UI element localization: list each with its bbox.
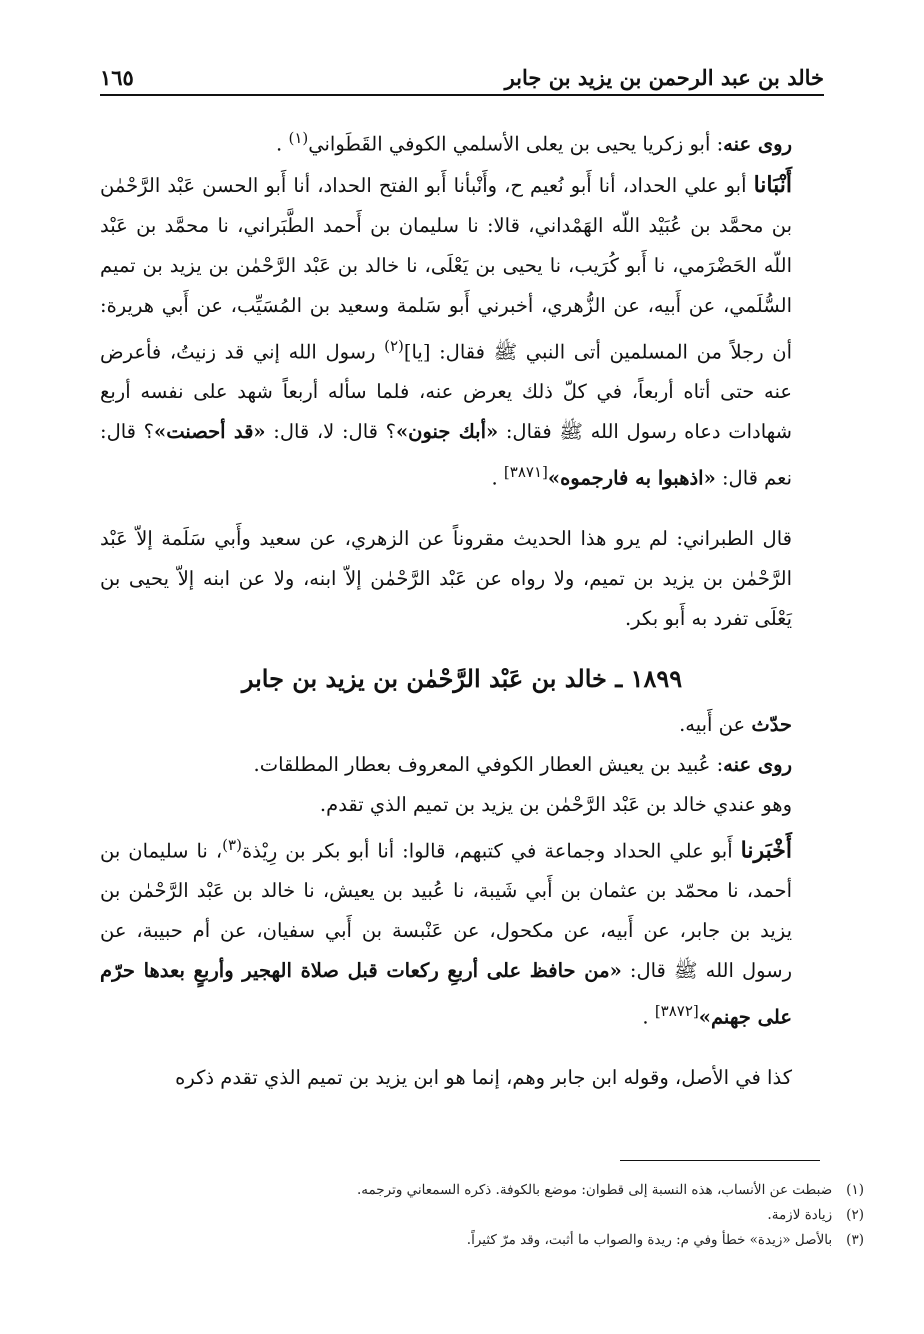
paragraph-text: أبو علي الحداد، أنا أَبو نُعيم ح، وأَنْبأنا أَبو الفتح الحداد، أنا أَبو الحسن عَبْد الرَّحْمٰن بن محمَّد بن عُبَيْد اللّه الهَمْداني، قالا: نا سليمان بن أَحمد الطَّبَراني، نا محمَّد بن عَبْد اللّه الحَضْرَمي، نا أَبو كُرَيب، نا يحيى بن يَعْلَى، نا خالد بن عَبْد الرَّحْمٰن بن يزيد بن تميم السُّلَمي، عن أَبيه، عن الزُّهري، أخبرني أَبو سَلمة وسعيد بن المُسَيِّب، عن أَبي هريرة: أن رجلاً من المسلمين أتى النبي ﷺ فقال: [يا] xyxy=(100,173,792,363)
entry-heading: ١٨٩٩ ـ خالد بن عَبْد الرَّحْمٰن بن يزيد بن جابر xyxy=(241,663,683,693)
period: . xyxy=(642,1005,649,1029)
footnote-ref: (٣) xyxy=(222,835,242,854)
paragraph-closing: كذا في الأصل، وقوله ابن جابر وهم، إنما هو ابن يزيد بن تميم الذي تقدم ذكره xyxy=(175,1065,792,1089)
period: . xyxy=(276,132,283,156)
footnote xyxy=(100,1178,864,1203)
page-number: ١٦٥ xyxy=(100,65,134,90)
lead-word: روى عنه xyxy=(723,132,792,156)
footnote-text: بالأصل «زيدة» خطأ وفي م: ريدة والصواب ما أثبت، وقد مرّ كثيراً. xyxy=(466,1232,833,1248)
lead-word: روى عنه xyxy=(723,752,792,776)
lead-word: أَخْبَرنا xyxy=(740,837,792,863)
paragraph-narrator-1 xyxy=(100,118,824,165)
footnote-rule xyxy=(620,1160,820,1161)
period: . xyxy=(491,466,498,490)
header-rule xyxy=(100,94,824,96)
paragraph-narrated-from xyxy=(100,705,824,745)
footnote xyxy=(100,1203,864,1228)
paragraph-text: ، نا سليمان بن أحمد، نا محمّد بن عثمان بن أَبي شَيبة، نا عُبيد بن يعيش، نا خالد بن عَبْد الرَّحْمٰن بن يزيد بن جابر، عن أَبيه، عن مكحول، عن عَنْبسة بن أَبي سفيان، عن أم حبيبة، عن رسول الله ﷺ قال: xyxy=(100,839,792,982)
hadith-quote: «أبك جنون» xyxy=(395,420,499,443)
paragraph-narrator-2 xyxy=(100,745,824,785)
paragraph-text: أَبو علي الحداد وجماعة في كتبهم، قالوا: أنا أبو بكر بن رِيْذة xyxy=(241,839,741,862)
footnote-ref: (١) xyxy=(288,129,309,147)
hadith-quote: «اذهبوا به فارجموه» xyxy=(547,466,716,490)
paragraph-text: : عُبيد بن يعيش العطار الكوفي المعروف بعطار المطلقات. xyxy=(253,752,724,776)
footnote-number: (١) xyxy=(846,1182,864,1198)
paragraph-text: ؟ قال: لا، قال: xyxy=(265,420,396,443)
hadith-number: [٣٨٧١] xyxy=(503,463,548,481)
paragraph-text: عن أَبيه. xyxy=(679,712,752,736)
main-text xyxy=(100,118,824,1098)
paragraph-text: رسول الله إني قد زنيتُ، فأعرض عنه حتى أتاه أربعاً، في كلّ ذلك يعرض عنه، فلما سأله أربعاً شهد على نفسه أربع شهادات دعاه رسول الله ﷺ فقال: xyxy=(100,340,792,443)
footnote-ref: (٢) xyxy=(384,336,404,355)
lead-word: حدّث xyxy=(751,712,792,736)
paragraph-commentary: قال الطبراني: لم يرو هذا الحديث مقروناً عن الزهري، عن سعيد وأَبي سَلَمة إلاّ عَبْد الرَّحْمٰن بن يزيد بن تميم، ولا رواه عن عَبْد الرَّحْمٰن إلاّ ابنه، ولا عن ابنه إلاّ يحيى بن يَعْلَى تفرد به أَبو بكر. xyxy=(100,526,792,630)
running-head xyxy=(100,56,824,90)
footnote-number: (٣) xyxy=(846,1232,864,1248)
hadith-number: [٣٨٧٢] xyxy=(654,1002,699,1020)
footnote xyxy=(100,1228,864,1253)
paragraph-isnad-1 xyxy=(100,165,824,499)
paragraph-text: ؟ قال: نعم قال: xyxy=(100,420,792,490)
footnotes xyxy=(100,1178,864,1253)
paragraph-identity-note: وهو عندي خالد بن عَبْد الرَّحْمٰن بن يزيد بن تميم الذي تقدم. xyxy=(319,792,792,816)
paragraph-isnad-2 xyxy=(100,825,824,1038)
hadith-quote: «قد أحصنت» xyxy=(154,420,266,443)
running-title: خالد بن عبد الرحمن بن يزيد بن جابر xyxy=(504,65,824,90)
hadith-quote: «من حافظ على أربعِ ركعات قبل صلاة الهجير وأربعٍ بعدها حرّم على جهنم» xyxy=(100,959,792,1029)
paragraph-text: : أبو زكريا يحيى بن يعلى الأسلمي الكوفي القَطَواني xyxy=(308,132,724,156)
footnote-number: (٢) xyxy=(846,1207,864,1223)
footnote-text: ضبطت عن الأنساب، هذه النسبة إلى قطوان: موضع بالكوفة. ذكره السمعاني وترجمه. xyxy=(356,1182,833,1198)
footnote-text: زيادة لازمة. xyxy=(767,1207,833,1223)
lead-word: أَنْبَانا xyxy=(753,171,792,198)
